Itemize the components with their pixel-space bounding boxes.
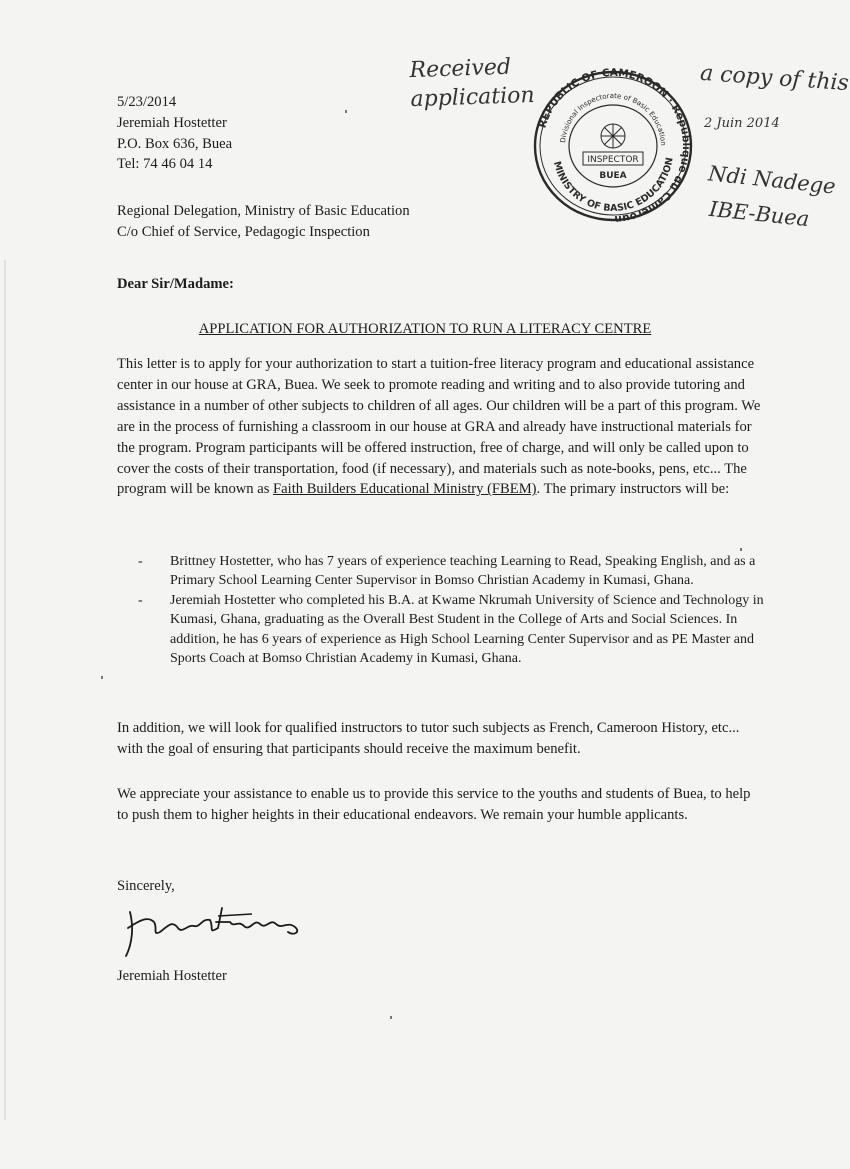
stamp-emblem [601,124,625,148]
program-name: Faith Builders Educational Ministry (FBEM) [273,481,537,498]
handwritten-date: 2 Juin 2014 [704,116,780,131]
sender-block [117,92,232,175]
closing-sincerely: Sincerely, [117,878,175,894]
paragraph-additional-instructors: In addition, we will look for qualified instructors to tutor such subjects as French, Cameroon History, etc... with the goal of ensuring that participants should receive the maximum benefit. [117,720,740,757]
bullet-dash: - [138,592,143,608]
signatory-name: Jeremiah Hostetter [117,968,227,984]
stamp-lower-text: MINISTRY OF BASIC EDUCATION [550,156,676,215]
scan-speck [390,1016,392,1019]
bullet-dash: - [138,554,143,569]
handwritten-name: Ndi Nadege [707,161,837,199]
scan-speck [740,548,742,551]
list-item [138,552,778,591]
official-stamp [528,66,698,226]
recipient-line-1: Regional Delegation, Ministry of Basic Education [117,203,410,219]
letter-subject: APPLICATION FOR AUTHORIZATION TO RUN A LITERACY CENTRE [198,321,652,337]
paragraph-closing: We appreciate your assistance to enable us to provide this service to the youths and students of Buea, to help to push them to higher heights in their educational endeavors. We remain your humble applicants. [117,786,751,823]
salutation: Dear Sir/Madame: [117,276,234,292]
scan-speck [101,676,103,679]
letter-date: 5/23/2014 [117,94,177,110]
sender-phone: Tel: 74 46 04 14 [117,156,213,173]
instructor-2-text: Jeremiah Hostetter who completed his B.A. at Kwame Nkrumah University of Science and Technology in Kumasi, Ghana, graduating as the Overall Best Student in the College of Arts and Social Sciences. In addition, he has 6 years of experience as High School Learning Center Supervisor and as PE Master and Sports Coach at Bomso Christian Academy in Kumasi, Ghana. [170,592,764,667]
paragraph-intro [117,354,765,500]
handwritten-office: IBE-Buea [708,196,811,232]
recipient-line-2: C/o Chief of Service, Pedagogic Inspection [117,223,370,240]
scan-edge-shadow [4,260,6,1120]
stamp-center-label: INSPECTOR [587,155,639,165]
stamp-town: BUEA [599,171,627,181]
sender-address: P.O. Box 636, Buea [117,135,233,152]
stamp-outer-text: REPUBLIC OF CAMEROON · République du Cameroun · [536,66,693,226]
handwritten-received: Received application [409,54,535,113]
paragraph-intro-text: This letter is to apply for your authorization to start a tuition-free literacy program and educational assistance center in our house at GRA, Buea. We seek to promote reading and writing and to also provide tutoring and assistance in a number of other subjects to children of all ages. Our children will be a part of this program. We are in the process of furnishing a classroom in our house at GRA and already have instructional materials for the program. Program participants will be offered instruction, free of charge, and will only be called upon to cover the costs of their transportation, food (if necessary), and materials such as note-books, pens, etc... The program will be known as [117,356,761,498]
paragraph-intro-tail: . The primary instructors will be: [536,481,730,498]
stamp-inner-text: Divisional Inspectorate of Basic Education [559,91,668,146]
recipient-block [117,201,410,243]
instructor-list [138,552,778,668]
handwritten-copy-note: a copy of this [699,60,850,97]
handwritten-signature [118,898,308,960]
instructor-1-text: Brittney Hostetter, who has 7 years of experience teaching Learning to Read, Speaking English, and as a Primary School Learning Center Supervisor in Bomso Christian Academy in Kumasi, Ghana. [170,554,756,589]
sender-name: Jeremiah Hostetter [117,114,227,131]
scan-speck [345,110,347,113]
list-item [138,591,778,669]
